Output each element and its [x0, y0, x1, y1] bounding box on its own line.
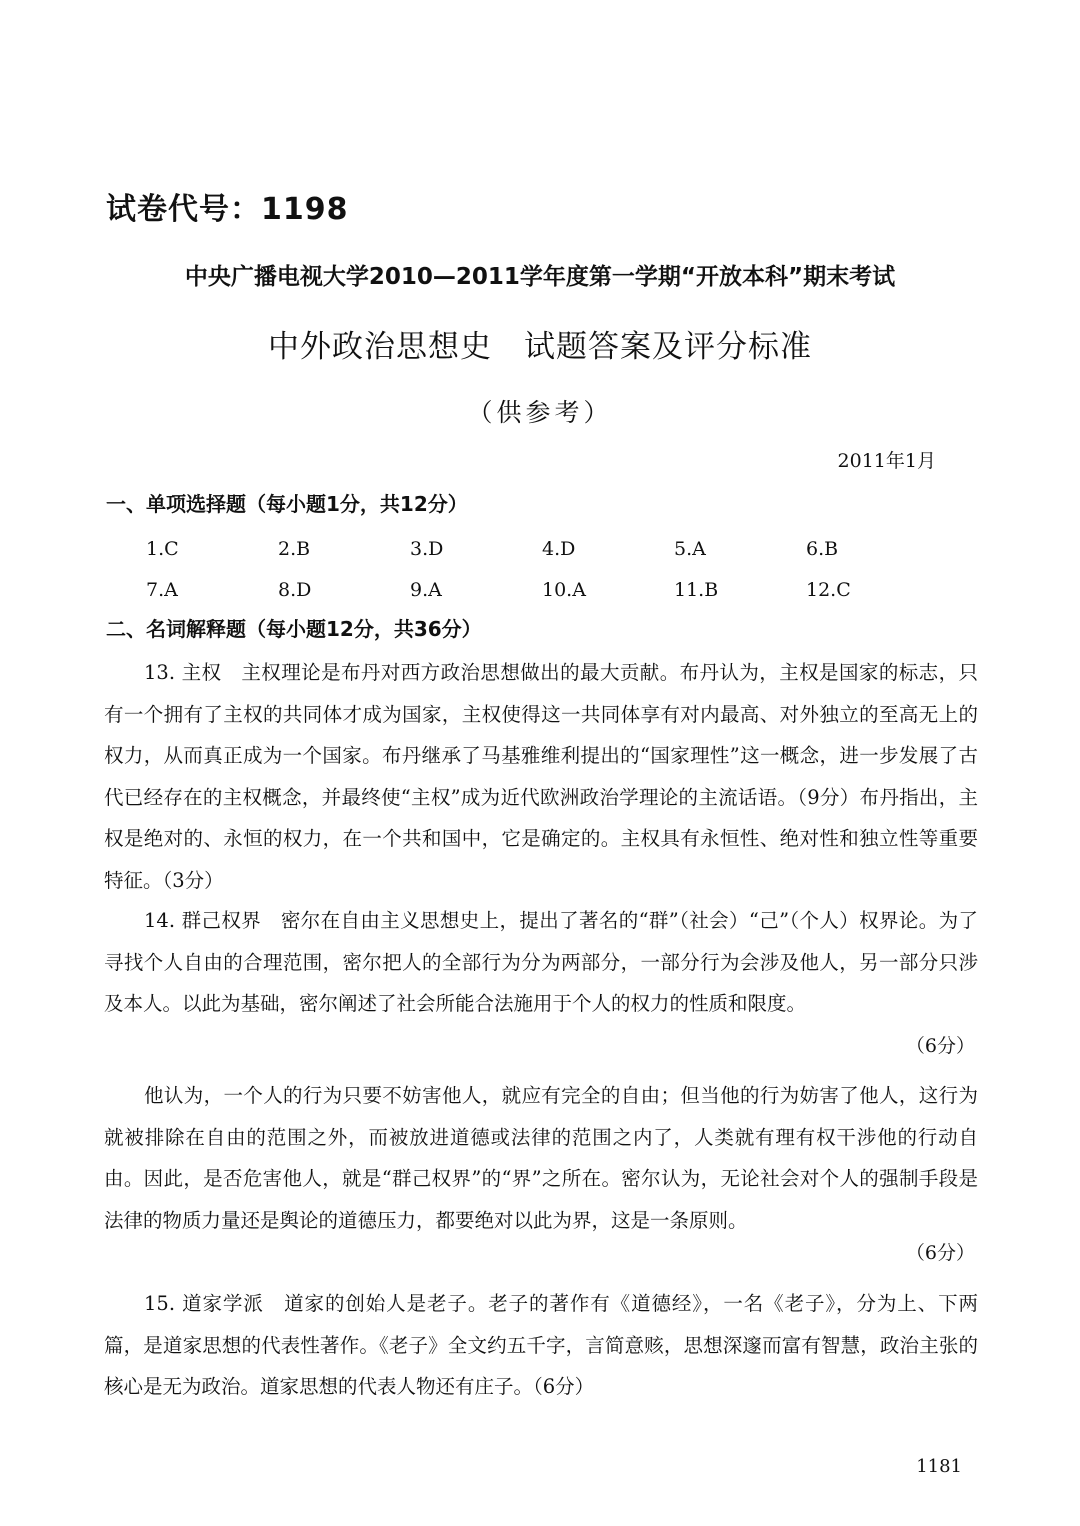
answer-paragraph-14b: 他认为，一个人的行为只要不妨害他人，就应有完全的自由；但当他的行为妨害了他人，这行为就被排除在自由的范围之外，而被放进道德或法律的范围之内了，人类就有理有权干涉他的行动自由。因此，是否危害他人，就是“群己权界”的“界”之所在。密尔认为，无论社会对个人的强制手段是法律的物质力量还是舆论的道德压力，都要绝对以此为界，这是一条原则。 [104, 1084, 978, 1232]
page-number: 1181 [916, 1456, 962, 1477]
answer-item: 11.B [674, 578, 719, 601]
answer-item: 4.D [542, 537, 576, 560]
answer-item: 5.A [674, 537, 706, 560]
exam-date: 2011年1月 [837, 450, 936, 472]
score-note: （6分） [905, 1035, 975, 1057]
answer-paragraph-14a: 14. 群己权界 密尔在自由主义思想史上，提出了著名的“群”（社会）“己”（个人）权界论。为了寻找个人自由的合理范围，密尔把人的全部行为分为两部分，一部分行为会涉及他人，另一部分只涉及本人。以此为基础，密尔阐述了社会所能合法施用于个人的权力的性质和限度。 [104, 909, 978, 1016]
answer-paragraph-13: 13. 主权 主权理论是布丹对西方政治思想做出的最大贡献。布丹认为，主权是国家的标志，只有一个拥有了主权的共同体才成为国家，主权使得这一共同体享有对内最高、对外独立的至高无上的权力，从而真正成为一个国家。布丹继承了马基雅维利提出的“国家理性”这一概念，进一步发展了古代已经存在的主权概念，并最终使“主权”成为近代欧洲政治学理论的主流话语。（9分）布丹指出，主权是绝对的、永恒的权力，在一个共和国中，它是确定的。主权具有永恒性、绝对性和独立性等重要特征。（3分） [104, 661, 978, 892]
answer-row-2 [146, 569, 946, 610]
answer-row-1 [146, 528, 946, 569]
answer-item: 8.D [278, 578, 312, 601]
section-heading-term-explanation: 二、名词解释题（每小题12分，共36分） [106, 617, 482, 641]
reference-note: （供参考） [467, 398, 613, 427]
answer-item: 12.C [806, 578, 851, 601]
answer-paragraph-15: 15. 道家学派 道家的创始人是老子。老子的著作有《道德经》，一名《老子》，分为上、下两篇，是道家思想的代表性著作。《老子》全文约五千字，言简意赅，思想深邃而富有智慧，政治主张的核心是无为政治。道家思想的代表人物还有庄子。（6分） [104, 1292, 978, 1399]
section-heading-multiple-choice: 一、单项选择题（每小题1分，共12分） [106, 492, 468, 516]
answer-item: 3.D [410, 537, 444, 560]
answer-item: 9.A [410, 578, 442, 601]
answer-item: 6.B [806, 537, 839, 560]
page-title: 中外政治思想史 试题答案及评分标准 [268, 329, 812, 365]
answer-item: 2.B [278, 537, 311, 560]
exam-code-label: 试卷代号：1198 [106, 192, 349, 227]
answer-item: 1.C [146, 537, 179, 560]
answer-item: 10.A [542, 578, 586, 601]
score-note: （6分） [905, 1242, 975, 1264]
exam-title: 中央广播电视大学2010—2011学年度第一学期“开放本科”期末考试 [184, 264, 896, 290]
answer-item: 7.A [146, 578, 178, 601]
